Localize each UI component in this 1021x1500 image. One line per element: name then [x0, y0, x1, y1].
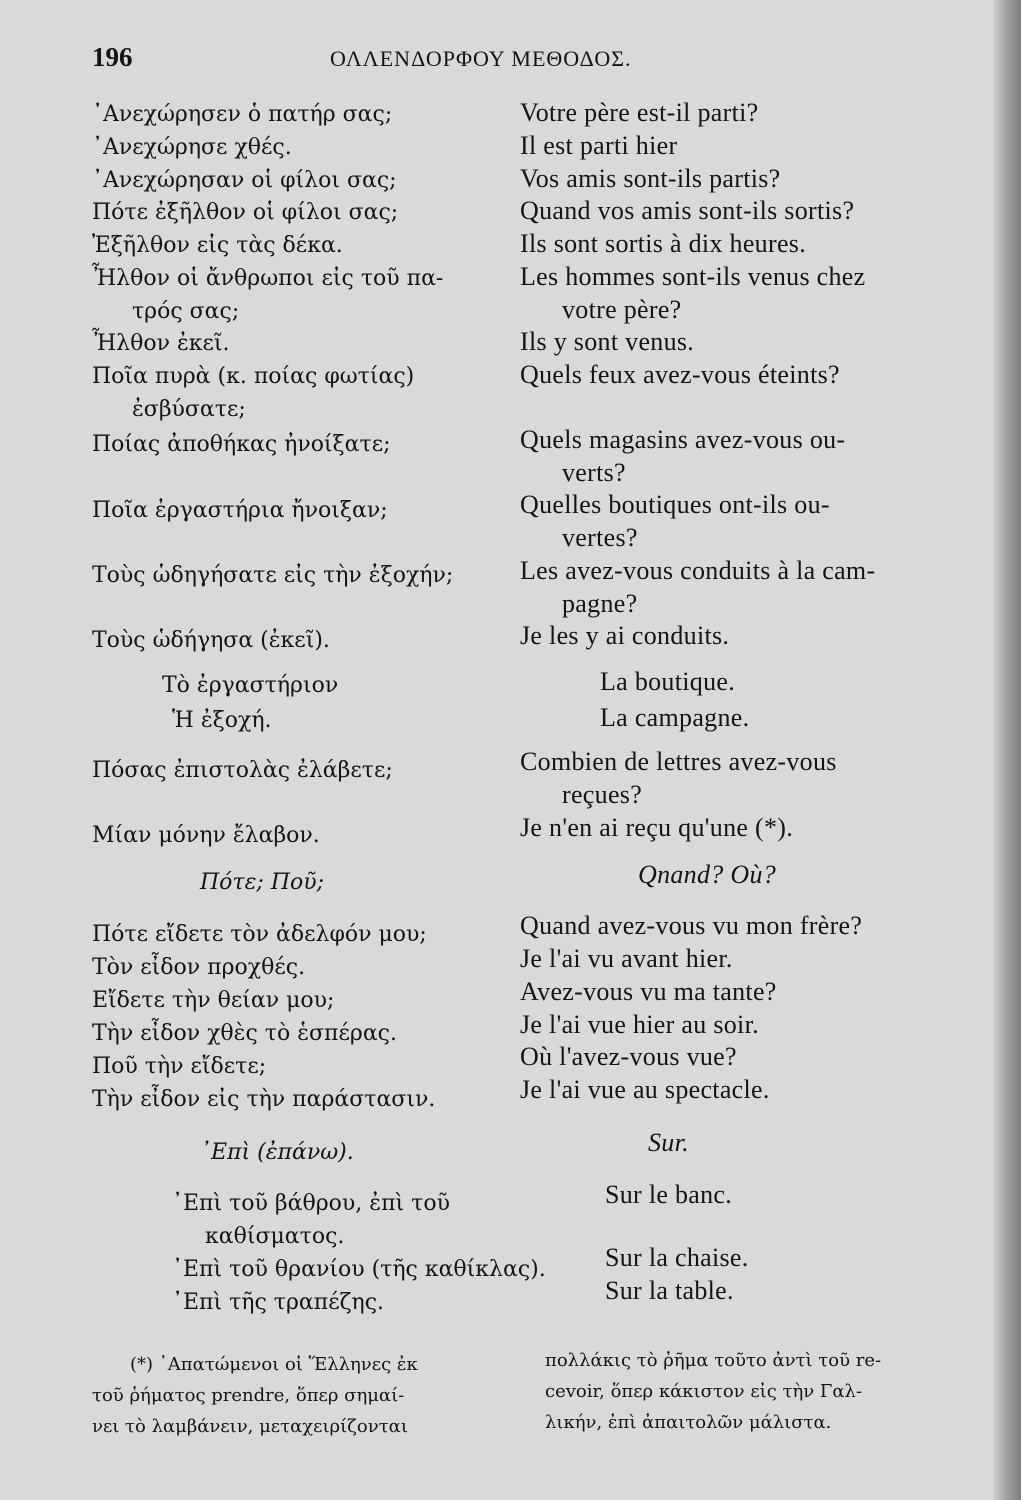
footnote-line: πολλάκις τὸ ῥῆμα τοῦτο ἀντὶ τοῦ re-	[545, 1350, 882, 1371]
greek-line: Ποῦ τὴν εἴδετε;	[92, 1054, 267, 1079]
greek-line: ᾿Ανεχώρησε χθές.	[92, 135, 292, 160]
footnote-line: (*) ᾿Απατώμενοι οἱ Ἕλληνες ἐκ	[130, 1354, 418, 1375]
french-line: Ils sont sortis à dix heures.	[520, 229, 807, 258]
running-title: ΟΛΛΕΝΔΟΡΦΟΥ ΜΕΘΟΔΟΣ.	[330, 46, 632, 71]
greek-line: Τὸν εἶδον προχθές.	[92, 955, 306, 980]
french-line: reçues?	[562, 780, 643, 809]
greek-line: Ποίας ἀποθήκας ἠνοίξατε;	[92, 432, 391, 457]
greek-line: ἐσβύσατε;	[132, 397, 246, 422]
french-line: Ils y sont venus.	[520, 327, 695, 356]
french-line: Combien de lettres avez-vous	[520, 747, 837, 776]
greek-line: Πόσας ἐπιστολὰς ἐλάβετε;	[92, 758, 393, 783]
french-line: Votre père est-il parti?	[520, 98, 759, 127]
greek-vocab: Τὸ ἐργαστήριον	[162, 673, 339, 698]
greek-line: Πότε ἐξῆλθον οἱ φίλοι σας;	[92, 200, 399, 225]
french-line: Quels feux avez-vous éteints?	[520, 360, 840, 389]
french-vocab: La campagne.	[600, 703, 750, 732]
greek-line: Ἦλθον ἐκεῖ.	[92, 331, 230, 356]
french-section-heading: Sur.	[648, 1128, 689, 1157]
french-line: Quelles boutiques ont-ils ou-	[520, 490, 830, 519]
page-edge-shadow	[993, 0, 1021, 1500]
greek-line: τρός σας;	[132, 299, 240, 324]
page-number: 196	[92, 42, 133, 72]
greek-line: Ἦλθον οἱ ἄνθρωποι εἰς τοῦ πα-	[92, 266, 444, 291]
greek-line: ᾿Επὶ τοῦ βάθρου, ἐπὶ τοῦ	[172, 1191, 450, 1216]
french-line: Sur la chaise.	[605, 1243, 749, 1272]
greek-vocab: Ἡ ἐξοχή.	[172, 708, 272, 733]
french-line: Quels magasins avez-vous ou-	[520, 425, 846, 454]
french-line: Sur le banc.	[605, 1180, 733, 1209]
greek-line: Ἐξῆλθον εἰς τὰς δέκα.	[92, 233, 343, 258]
french-line: Je n'en ai reçu qu'une (*).	[520, 813, 794, 842]
greek-section-heading: ᾿Επὶ (ἐπάνω).	[200, 1140, 354, 1165]
french-line: vertes?	[562, 523, 638, 552]
greek-line: Πότε εἴδετε τὸν ἀδελφόν μου;	[92, 922, 427, 947]
footnote-line: cevoir, ὅπερ κάκιστον εἰς τὴν Γαλ-	[545, 1381, 863, 1402]
greek-line: Τοὺς ὡδήγησα (ἐκεῖ).	[92, 628, 330, 653]
greek-section-heading: Πότε; Ποῦ;	[200, 870, 325, 895]
french-line: Je l'ai vu avant hier.	[520, 944, 733, 973]
french-vocab: La boutique.	[600, 667, 736, 696]
greek-line: Τὴν εἶδον χθὲς τὸ ἑσπέρας.	[92, 1021, 397, 1046]
french-line: Les avez-vous conduits à la cam-	[520, 556, 876, 585]
french-line: votre père?	[562, 295, 682, 324]
french-line: Sur la table.	[605, 1276, 734, 1305]
greek-line: Ποῖα πυρὰ (κ. ποίας φωτίας)	[92, 364, 415, 389]
french-line: Quand vos amis sont-ils sortis?	[520, 196, 855, 225]
greek-line: Ποῖα ἐργαστήρια ἤνοιξαν;	[92, 498, 388, 523]
french-line: Je l'ai vue hier au soir.	[520, 1010, 759, 1039]
french-line: Où l'avez-vous vue?	[520, 1042, 737, 1071]
footnote-line: τοῦ ῥήματος prendre, ὅπερ σημαί-	[92, 1385, 405, 1406]
greek-line: Μίαν μόνην ἔλαβον.	[92, 823, 320, 848]
french-line: Je l'ai vue au spectacle.	[520, 1075, 770, 1104]
greek-line: Τὴν εἶδον εἰς τὴν παράστασιν.	[92, 1087, 436, 1112]
greek-line: Τοὺς ὡδηγήσατε εἰς τὴν ἐξοχήν;	[92, 563, 454, 588]
french-section-heading: Qnand? Où?	[638, 860, 777, 889]
french-line: Les hommes sont-ils venus chez	[520, 262, 866, 291]
footnote-line: νει τὸ λαμβάνειν, μεταχειρίζονται	[92, 1416, 408, 1437]
greek-line: ᾿Ανεχώρησεν ὁ πατήρ σας;	[92, 102, 393, 127]
french-line: verts?	[562, 458, 626, 487]
french-line: Je les y ai conduits.	[520, 621, 730, 650]
greek-line: ᾿Ανεχώρησαν οἱ φίλοι σας;	[92, 168, 397, 193]
french-line: Il est parti hier	[520, 131, 678, 160]
footnote-line: λικήν, ἐπὶ ἀπαιτολῶν μάλιστα.	[545, 1412, 832, 1433]
greek-line: ᾿Επὶ τῆς τραπέζης.	[172, 1290, 385, 1315]
french-line: Avez-vous vu ma tante?	[520, 977, 777, 1006]
greek-line: Εἴδετε τὴν θείαν μου;	[92, 988, 335, 1013]
greek-line: ᾿Επὶ τοῦ θρανίου (τῆς καθίκλας).	[172, 1257, 546, 1282]
french-line: pagne?	[562, 589, 638, 618]
greek-line: καθίσματος.	[205, 1224, 345, 1249]
french-line: Quand avez-vous vu mon frère?	[520, 911, 863, 940]
french-line: Vos amis sont-ils partis?	[520, 164, 781, 193]
